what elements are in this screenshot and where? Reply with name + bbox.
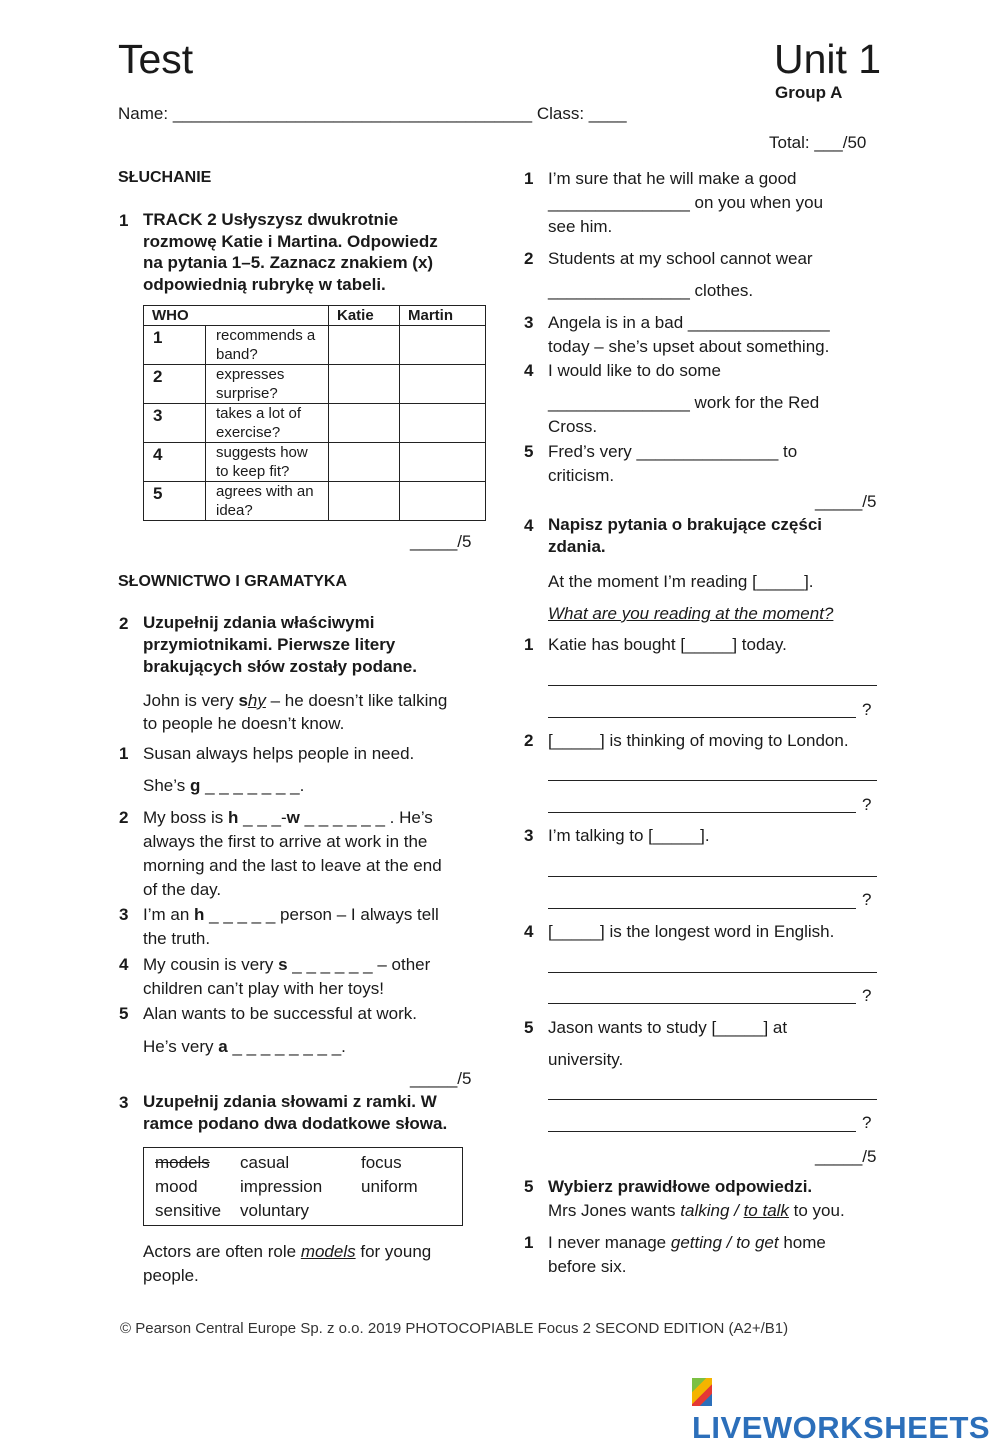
katie-checkbox[interactable] bbox=[329, 326, 400, 365]
question-mark: ? bbox=[862, 986, 872, 1005]
question-number: 4 bbox=[524, 361, 534, 380]
word-box-item: mood bbox=[155, 1177, 198, 1196]
question-mark: ? bbox=[862, 1113, 872, 1132]
question-number: 3 bbox=[119, 905, 129, 924]
name-field[interactable]: ______________________________________ bbox=[172, 104, 533, 123]
liveworksheets-logo[interactable]: LIVEWORKSHEETS bbox=[692, 1374, 1000, 1446]
question-number: 2 bbox=[524, 249, 534, 268]
word-box-item: impression bbox=[240, 1177, 323, 1196]
unit-title: Unit 1 bbox=[774, 36, 882, 82]
question-mark: ? bbox=[862, 795, 872, 814]
question-number: 1 bbox=[524, 1233, 534, 1252]
question-number: 1 bbox=[524, 635, 534, 654]
table-header: WHO bbox=[144, 306, 329, 326]
answer-line[interactable] bbox=[548, 717, 856, 718]
answer-line[interactable] bbox=[548, 972, 877, 973]
question-number: 1 bbox=[119, 744, 129, 763]
row-description: recommends a band? bbox=[206, 326, 329, 365]
task-instruction: Uzupełnij zdania słowami z ramki. W ramce podano dwa dodatkowe słowa. bbox=[143, 1092, 448, 1133]
katie-checkbox[interactable] bbox=[329, 365, 400, 404]
row-number: 4 bbox=[144, 443, 206, 482]
task-number: 5 bbox=[524, 1177, 534, 1196]
martin-checkbox[interactable] bbox=[400, 404, 486, 443]
question-number: 4 bbox=[524, 922, 534, 941]
answer-field[interactable]: _______________ work for the Red bbox=[548, 393, 820, 412]
word-box bbox=[143, 1147, 463, 1226]
example-answer: What are you reading at the moment? bbox=[548, 604, 834, 623]
task-instruction: TRACK 2 Usłyszysz dwukrotnie rozmowę Katie i Martina. Odpowiedz na pytania 1–5. Zaznacz znakiem (x) odpowiednią rubrykę w tabeli. bbox=[143, 210, 438, 294]
katie-checkbox[interactable] bbox=[329, 482, 400, 521]
martin-checkbox[interactable] bbox=[400, 443, 486, 482]
question: My cousin is very s _ _ _ _ _ _ – other children can’t play with her toys! bbox=[143, 955, 431, 998]
answer-line[interactable] bbox=[548, 876, 877, 877]
word-box-item: uniform bbox=[361, 1177, 418, 1196]
listening-heading: SŁUCHANIE bbox=[118, 169, 212, 186]
question: I’m talking to [_____]. bbox=[548, 826, 710, 845]
row-description: suggests how to keep fit? bbox=[206, 443, 329, 482]
question: I would like to do some _______________ work for the Red Cross. bbox=[548, 361, 820, 436]
task-instruction: Napisz pytania o brakujące części zdania. bbox=[548, 515, 823, 556]
question-number: 4 bbox=[119, 955, 129, 974]
question: Katie has bought [_____] today. bbox=[548, 635, 787, 654]
row-number: 5 bbox=[144, 482, 206, 521]
copyright-footer: © Pearson Central Europe Sp. z o.o. 2019 PHOTOCOPIABLE Focus 2 SECOND EDITION (A2+/B1) bbox=[120, 1320, 789, 1337]
answer-field[interactable]: _______________ clothes. bbox=[548, 281, 754, 300]
example-sentence: At the moment I’m reading [_____]. bbox=[548, 572, 814, 591]
question: I’m an h _ _ _ _ _ person – I always tell the truth. bbox=[143, 905, 439, 948]
answer-line[interactable] bbox=[548, 1099, 877, 1100]
example-sentence: Actors are often role models for young people. bbox=[143, 1242, 432, 1285]
word-box-item: casual bbox=[240, 1153, 290, 1172]
group-label: Group A bbox=[775, 83, 843, 102]
question: Susan always helps people in need. She’s g _ _ _ _ _ _ _. bbox=[143, 744, 415, 795]
martin-checkbox[interactable] bbox=[400, 482, 486, 521]
answer-line[interactable] bbox=[548, 780, 877, 781]
word-box-item: voluntary bbox=[240, 1201, 309, 1220]
katie-checkbox[interactable] bbox=[329, 443, 400, 482]
question: My boss is h _ _ _-w _ _ _ _ _ _ . He’s always the first to arrive at work in the morning and the last to leave at the end of the day. bbox=[143, 808, 442, 899]
martin-checkbox[interactable] bbox=[400, 326, 486, 365]
class-label: Class: bbox=[536, 104, 585, 123]
question: Alan wants to be successful at work. He’s very a _ _ _ _ _ _ _ _. bbox=[143, 1004, 418, 1056]
question-mark: ? bbox=[862, 890, 872, 909]
question-number: 5 bbox=[119, 1004, 129, 1023]
question: Students at my school cannot wear _______________ clothes. bbox=[548, 247, 813, 303]
total-score: Total: ___/50 bbox=[769, 133, 867, 152]
task-number: 1 bbox=[119, 211, 129, 230]
task-number: 4 bbox=[524, 516, 534, 535]
question-number: 3 bbox=[524, 313, 534, 332]
question-mark: ? bbox=[862, 700, 872, 719]
row-number: 3 bbox=[144, 404, 206, 443]
choice-options[interactable]: getting / to get bbox=[670, 1233, 779, 1252]
question: [_____] is the longest word in English. bbox=[548, 922, 835, 941]
answer-field[interactable]: _ _ _ _ _ _ _. bbox=[200, 776, 305, 795]
row-description: takes a lot of exercise? bbox=[206, 404, 329, 443]
question-number: 2 bbox=[119, 808, 129, 827]
question: [_____] is thinking of moving to London. bbox=[548, 731, 849, 750]
vocab-heading: SŁOWNICTWO I GRAMATYKA bbox=[118, 573, 348, 590]
question: I’m sure that he will make a good _______________ on you when you see him. bbox=[548, 169, 824, 236]
question: I never manage getting / to get home before six. bbox=[548, 1233, 826, 1276]
question-number: 1 bbox=[524, 169, 534, 188]
listening-table bbox=[143, 305, 486, 521]
score-field[interactable]: _____/5 bbox=[815, 492, 877, 511]
row-description: agrees with an idea? bbox=[206, 482, 329, 521]
score-field[interactable]: _____/5 bbox=[815, 1147, 877, 1166]
row-number: 1 bbox=[144, 326, 206, 365]
score-field[interactable]: _____/5 bbox=[410, 1069, 472, 1088]
task-number: 3 bbox=[119, 1093, 129, 1112]
answer-field[interactable]: _______________ on you when you bbox=[548, 193, 824, 212]
answer-line[interactable] bbox=[548, 812, 856, 813]
question-number: 5 bbox=[524, 1018, 534, 1037]
katie-checkbox[interactable] bbox=[329, 404, 400, 443]
score-field[interactable]: _____/5 bbox=[410, 532, 472, 551]
name-row bbox=[118, 102, 627, 126]
answer-field[interactable]: _ _ _- bbox=[238, 808, 287, 827]
answer-line[interactable] bbox=[548, 685, 877, 686]
answer-line[interactable] bbox=[548, 908, 856, 909]
table-header: Katie bbox=[329, 306, 400, 326]
martin-checkbox[interactable] bbox=[400, 365, 486, 404]
answer-line[interactable] bbox=[548, 1003, 856, 1004]
question: Fred’s very _______________ to criticism. bbox=[548, 442, 798, 485]
word-box-item: focus bbox=[361, 1153, 402, 1172]
task-number: 2 bbox=[119, 614, 129, 633]
row-description: expresses surprise? bbox=[206, 365, 329, 404]
question: Jason wants to study [_____] at university. bbox=[548, 1018, 788, 1069]
row-number: 2 bbox=[144, 365, 206, 404]
liveworksheets-logo-icon bbox=[692, 1378, 712, 1406]
table-header: Martin bbox=[400, 306, 486, 326]
question-number: 5 bbox=[524, 442, 534, 461]
page-title: Test bbox=[118, 36, 194, 82]
answer-line[interactable] bbox=[548, 1131, 856, 1132]
word-box-item: models bbox=[155, 1153, 210, 1172]
task-instruction: Wybierz prawidłowe odpowiedzi. Mrs Jones wants talking / to talk to you. bbox=[548, 1177, 845, 1220]
name-label: Name: bbox=[118, 104, 169, 123]
class-field[interactable]: ____ bbox=[588, 104, 627, 123]
question: Angela is in a bad _______________ today – she’s upset about something. bbox=[548, 313, 830, 356]
task-instruction: Uzupełnij zdania właściwymi przymiotnikami. Pierwsze litery brakujących słów zostały podane. bbox=[143, 613, 417, 676]
example-sentence: John is very shy – he doesn’t like talking to people he doesn’t know. bbox=[143, 691, 448, 733]
question-number: 2 bbox=[524, 731, 534, 750]
question-number: 3 bbox=[524, 826, 534, 845]
word-box-item: sensitive bbox=[155, 1201, 222, 1220]
